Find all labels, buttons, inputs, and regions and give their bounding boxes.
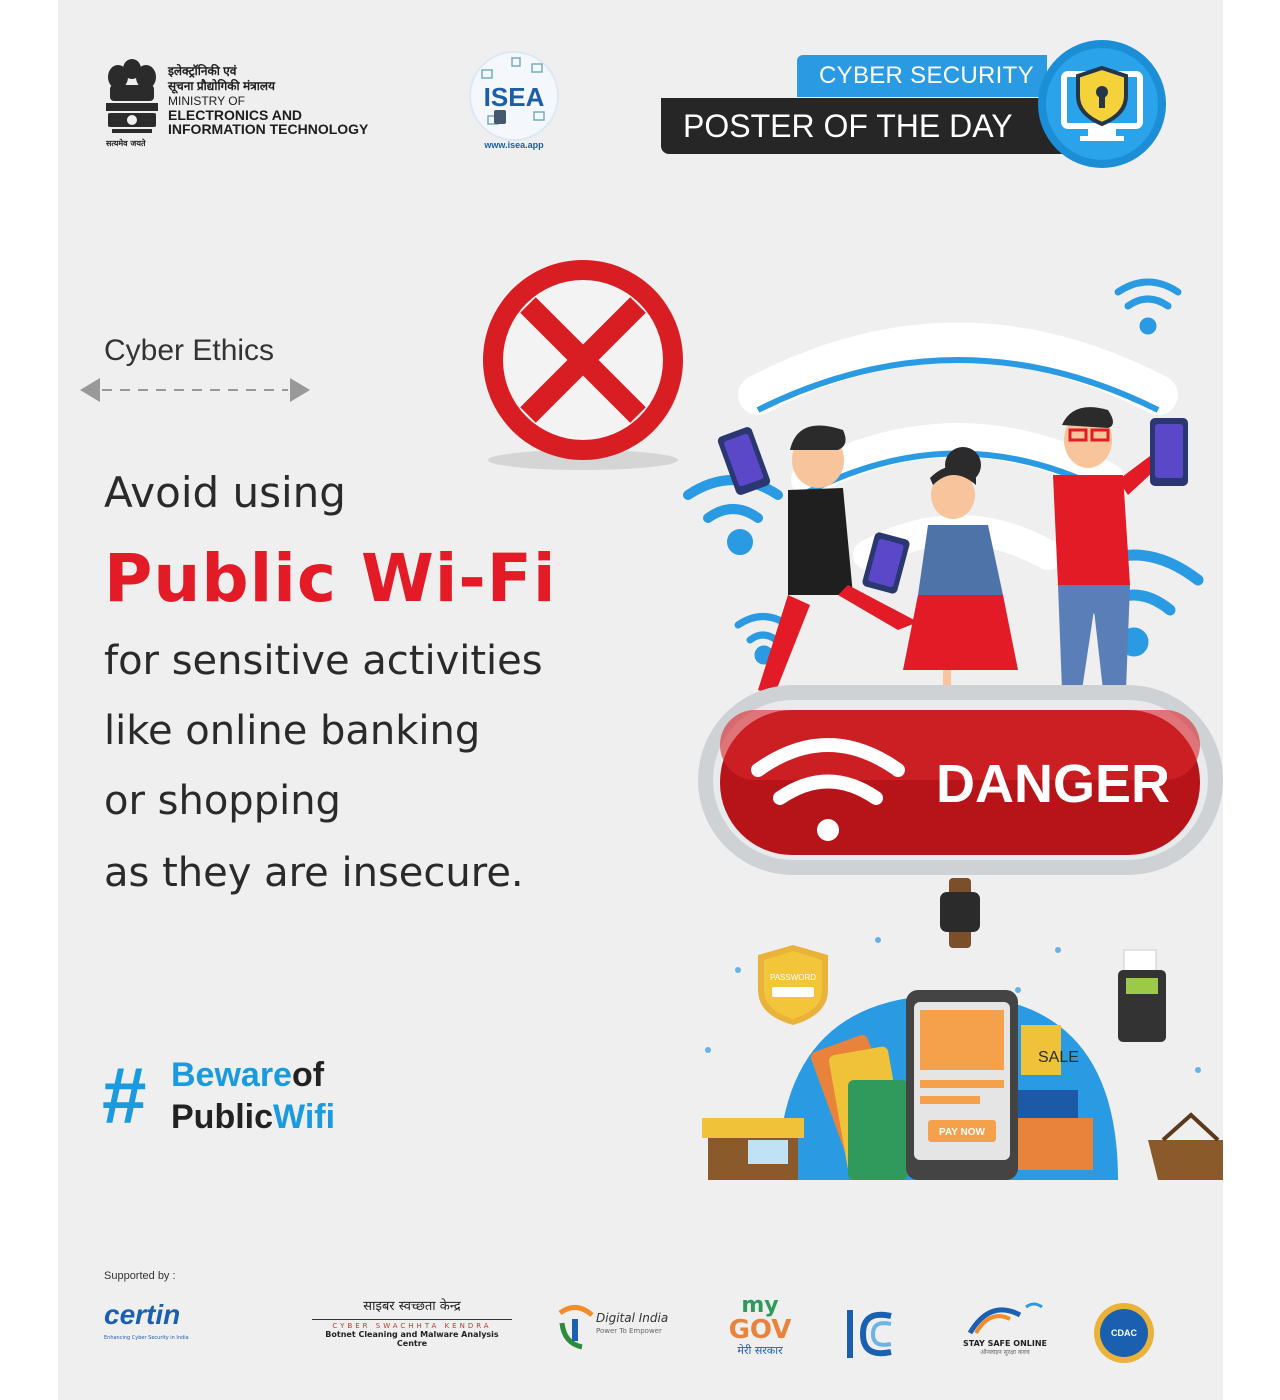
public-wifi-danger-illustration <box>458 250 1223 1200</box>
csk-subtitle: Botnet Cleaning and Malware Analysis Centre <box>325 1330 499 1348</box>
ministry-en-line1: MINISTRY OF <box>168 94 245 108</box>
mygov-gov: GOV <box>728 1315 792 1345</box>
shop-icon <box>702 1118 804 1180</box>
csk-hindi: साइबर स्वच्छता केन्द्र <box>363 1299 461 1314</box>
basket-icon <box>1148 1115 1223 1180</box>
body-line-4: as they are insecure. <box>104 850 524 896</box>
danger-label: DANGER <box>935 754 1171 814</box>
mygov-my: my <box>741 1293 779 1318</box>
prohibition-sign-icon <box>483 260 683 470</box>
headline-public-wifi: Public Wi-Fi <box>104 540 557 617</box>
cdac-seal-icon <box>1091 1298 1157 1368</box>
body-line-2: like online banking <box>104 708 481 754</box>
cyber-swachhta-kendra-logo <box>312 1295 512 1365</box>
digital-india-logo <box>554 1295 684 1365</box>
ministry-hindi-line1: इलेक्ट्रॉनिकी एवं <box>168 64 237 78</box>
digital-india-name: Digital India <box>596 1311 669 1325</box>
supported-by-label: Supported by : <box>104 1270 176 1282</box>
national-emblem-icon <box>102 55 162 147</box>
isea-logo-text: ISEA <box>483 82 545 112</box>
badge-cyber-security: CYBER SECURITY <box>797 55 1047 97</box>
person-girl-icon <box>903 447 1018 690</box>
mygov-logo <box>715 1295 805 1365</box>
stay-safe-online-logo <box>955 1295 1055 1365</box>
mygov-hindi: मेरी सरकार <box>737 1344 783 1357</box>
monitor-shield-lock-icon <box>1036 38 1168 170</box>
poster <box>58 0 1223 1400</box>
hashtag-of: of <box>291 1056 325 1094</box>
stay-safe-hindi: ऑनलाइन सुरक्षा कवच <box>980 1349 1030 1356</box>
stay-safe-arc-icon <box>960 1295 1050 1335</box>
body-line-3: or shopping <box>104 778 341 824</box>
ministry-en-line3: INFORMATION TECHNOLOGY <box>168 121 369 137</box>
hashtag-beware: Beware <box>171 1056 292 1094</box>
ministry-name <box>168 64 368 136</box>
digital-india-subtitle: Power To Empower <box>596 1327 662 1335</box>
small-wifi-icon-top <box>1118 282 1178 331</box>
avoid-using-text: Avoid using <box>104 468 346 517</box>
hashtag-wifi: Wifi <box>273 1098 336 1136</box>
sale-label: SALE <box>1038 1049 1079 1066</box>
smartwatch-icon <box>940 878 980 948</box>
tagline-cyber-ethics: Cyber Ethics <box>104 334 275 367</box>
double-arrow-icon <box>80 376 310 404</box>
isea-url: www.isea.app <box>484 140 544 150</box>
person-man-icon <box>1053 407 1188 690</box>
ministry-en-line2: ELECTRONICS AND <box>168 107 303 123</box>
card-terminal-icon <box>1118 950 1166 1042</box>
certin-subtitle: Enhancing Cyber Security in India <box>104 1335 189 1341</box>
cdac-label: CDAC <box>1111 1328 1137 1338</box>
csk-english: CYBER SWACHHTA KENDRA <box>312 1319 512 1330</box>
digital-india-mark-icon <box>554 1301 598 1351</box>
emblem-motto: सत्यमेव जयते <box>106 139 146 148</box>
online-shopping-icon <box>778 990 1118 1180</box>
ic-logo-icon <box>841 1300 921 1370</box>
hashtag-public: Public <box>171 1098 274 1136</box>
stay-safe-label: STAY SAFE ONLINE <box>963 1339 1047 1348</box>
badge-poster-of-the-day: POSTER OF THE DAY <box>661 98 1071 154</box>
ministry-hindi-line2: सूचना प्रौद्योगिकी मंत्रालय <box>168 79 275 93</box>
hashtag-line1 <box>171 1056 324 1095</box>
password-label: PASSWORD <box>769 973 817 982</box>
pay-now-label: PAY NOW <box>939 1127 985 1138</box>
hashtag-line2 <box>171 1098 335 1137</box>
body-line-1: for sensitive activities <box>104 638 543 684</box>
isea-logo <box>468 50 560 142</box>
danger-button-graphic <box>698 685 1223 875</box>
small-wifi-icon-left <box>688 480 778 550</box>
password-shield-icon <box>758 945 828 1025</box>
hashtag-symbol: # <box>102 1051 147 1140</box>
certin-logo <box>104 1295 274 1365</box>
certin-name: certin <box>104 1299 181 1330</box>
